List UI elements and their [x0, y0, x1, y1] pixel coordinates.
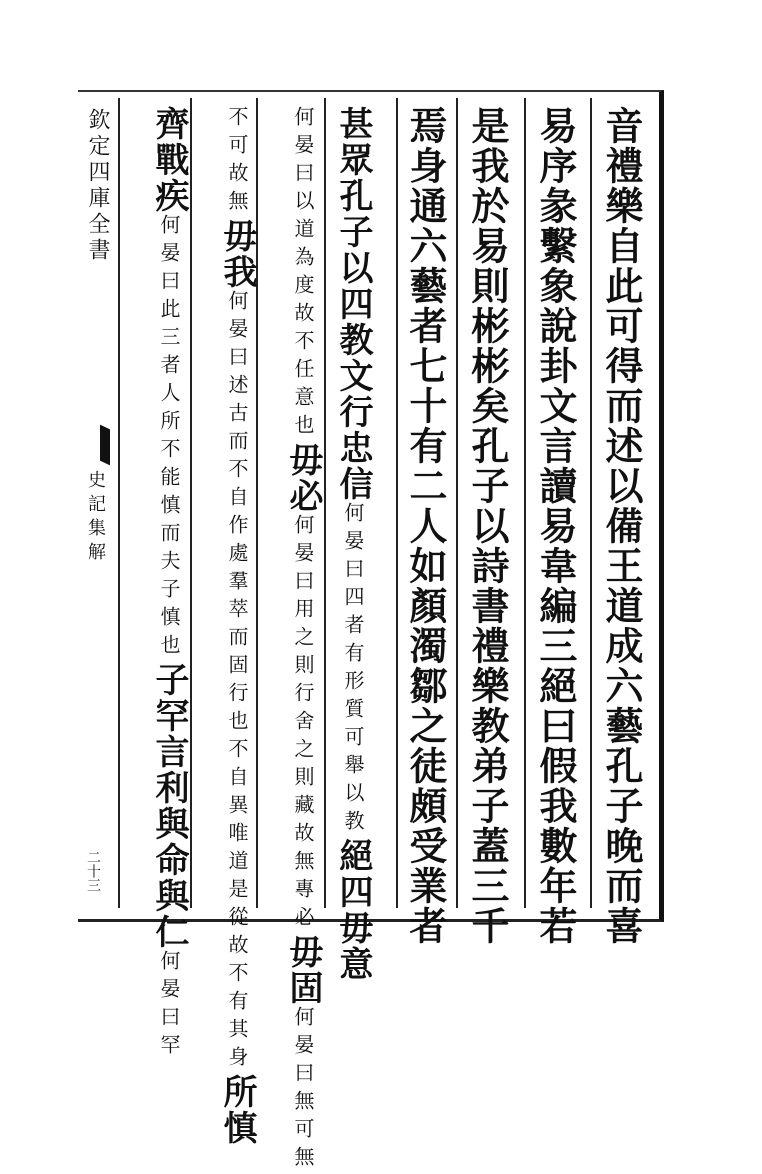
main-text: 絕四毋意	[333, 838, 373, 982]
section-title: 史記集解	[85, 470, 106, 566]
column-rule	[190, 98, 192, 908]
commentary: 何晏曰此三者人所不能慎而夫子慎也	[157, 214, 181, 662]
text-column-8	[128, 106, 189, 1062]
commentary: 不可故無	[225, 106, 249, 218]
book-title: 欽定四庫全書	[85, 108, 110, 264]
commentary: 何晏曰無可無	[291, 1006, 315, 1174]
commentary: 何晏曰用之則行舍之則藏故無專必	[291, 514, 315, 934]
text-column-3: 是我於易則彬彬矣孔子以詩書禮樂教弟子蓋三千	[465, 106, 510, 946]
text-column-2: 易序彖繫象說卦文言讀易韋編三絕曰假我數年若	[533, 106, 578, 946]
commentary: 何晏曰以道為度故不任意也	[291, 106, 315, 442]
main-text: 毋固	[283, 934, 323, 1006]
page-number: 二十三	[85, 850, 101, 892]
main-text: 齊戰疾	[149, 106, 189, 214]
text-column-6	[266, 106, 323, 1174]
column-rule	[456, 98, 458, 908]
main-text: 所慎	[217, 1074, 257, 1146]
fishtail-mark	[100, 425, 110, 466]
document-page	[78, 90, 664, 1174]
commentary: 何晏曰述古而不自作處羣萃而固行也不自異唯道是從故不有其身	[225, 290, 249, 1074]
main-text: 子罕言利與命與仁	[149, 662, 189, 950]
text-column-5	[333, 106, 373, 982]
main-text: 甚眾孔子以四教文行忠信	[333, 106, 373, 502]
column-rule	[324, 98, 326, 908]
main-text: 毋我	[217, 218, 257, 290]
column-rule	[118, 98, 120, 908]
text-column-4: 焉身通六藝者七十有二人如顏濁鄒之徒頗受業者	[403, 106, 448, 946]
text-column-7	[200, 106, 257, 1146]
commentary: 何晏曰罕	[157, 950, 181, 1062]
column-rule	[524, 98, 526, 908]
column-rule	[590, 98, 592, 908]
commentary: 何晏曰四者有形質可舉以教	[341, 502, 365, 838]
text-column-1: 音禮樂自此可得而述以備王道成六藝孔子晚而喜	[599, 106, 644, 946]
main-text: 毋必	[283, 442, 323, 514]
column-rule	[396, 98, 398, 908]
